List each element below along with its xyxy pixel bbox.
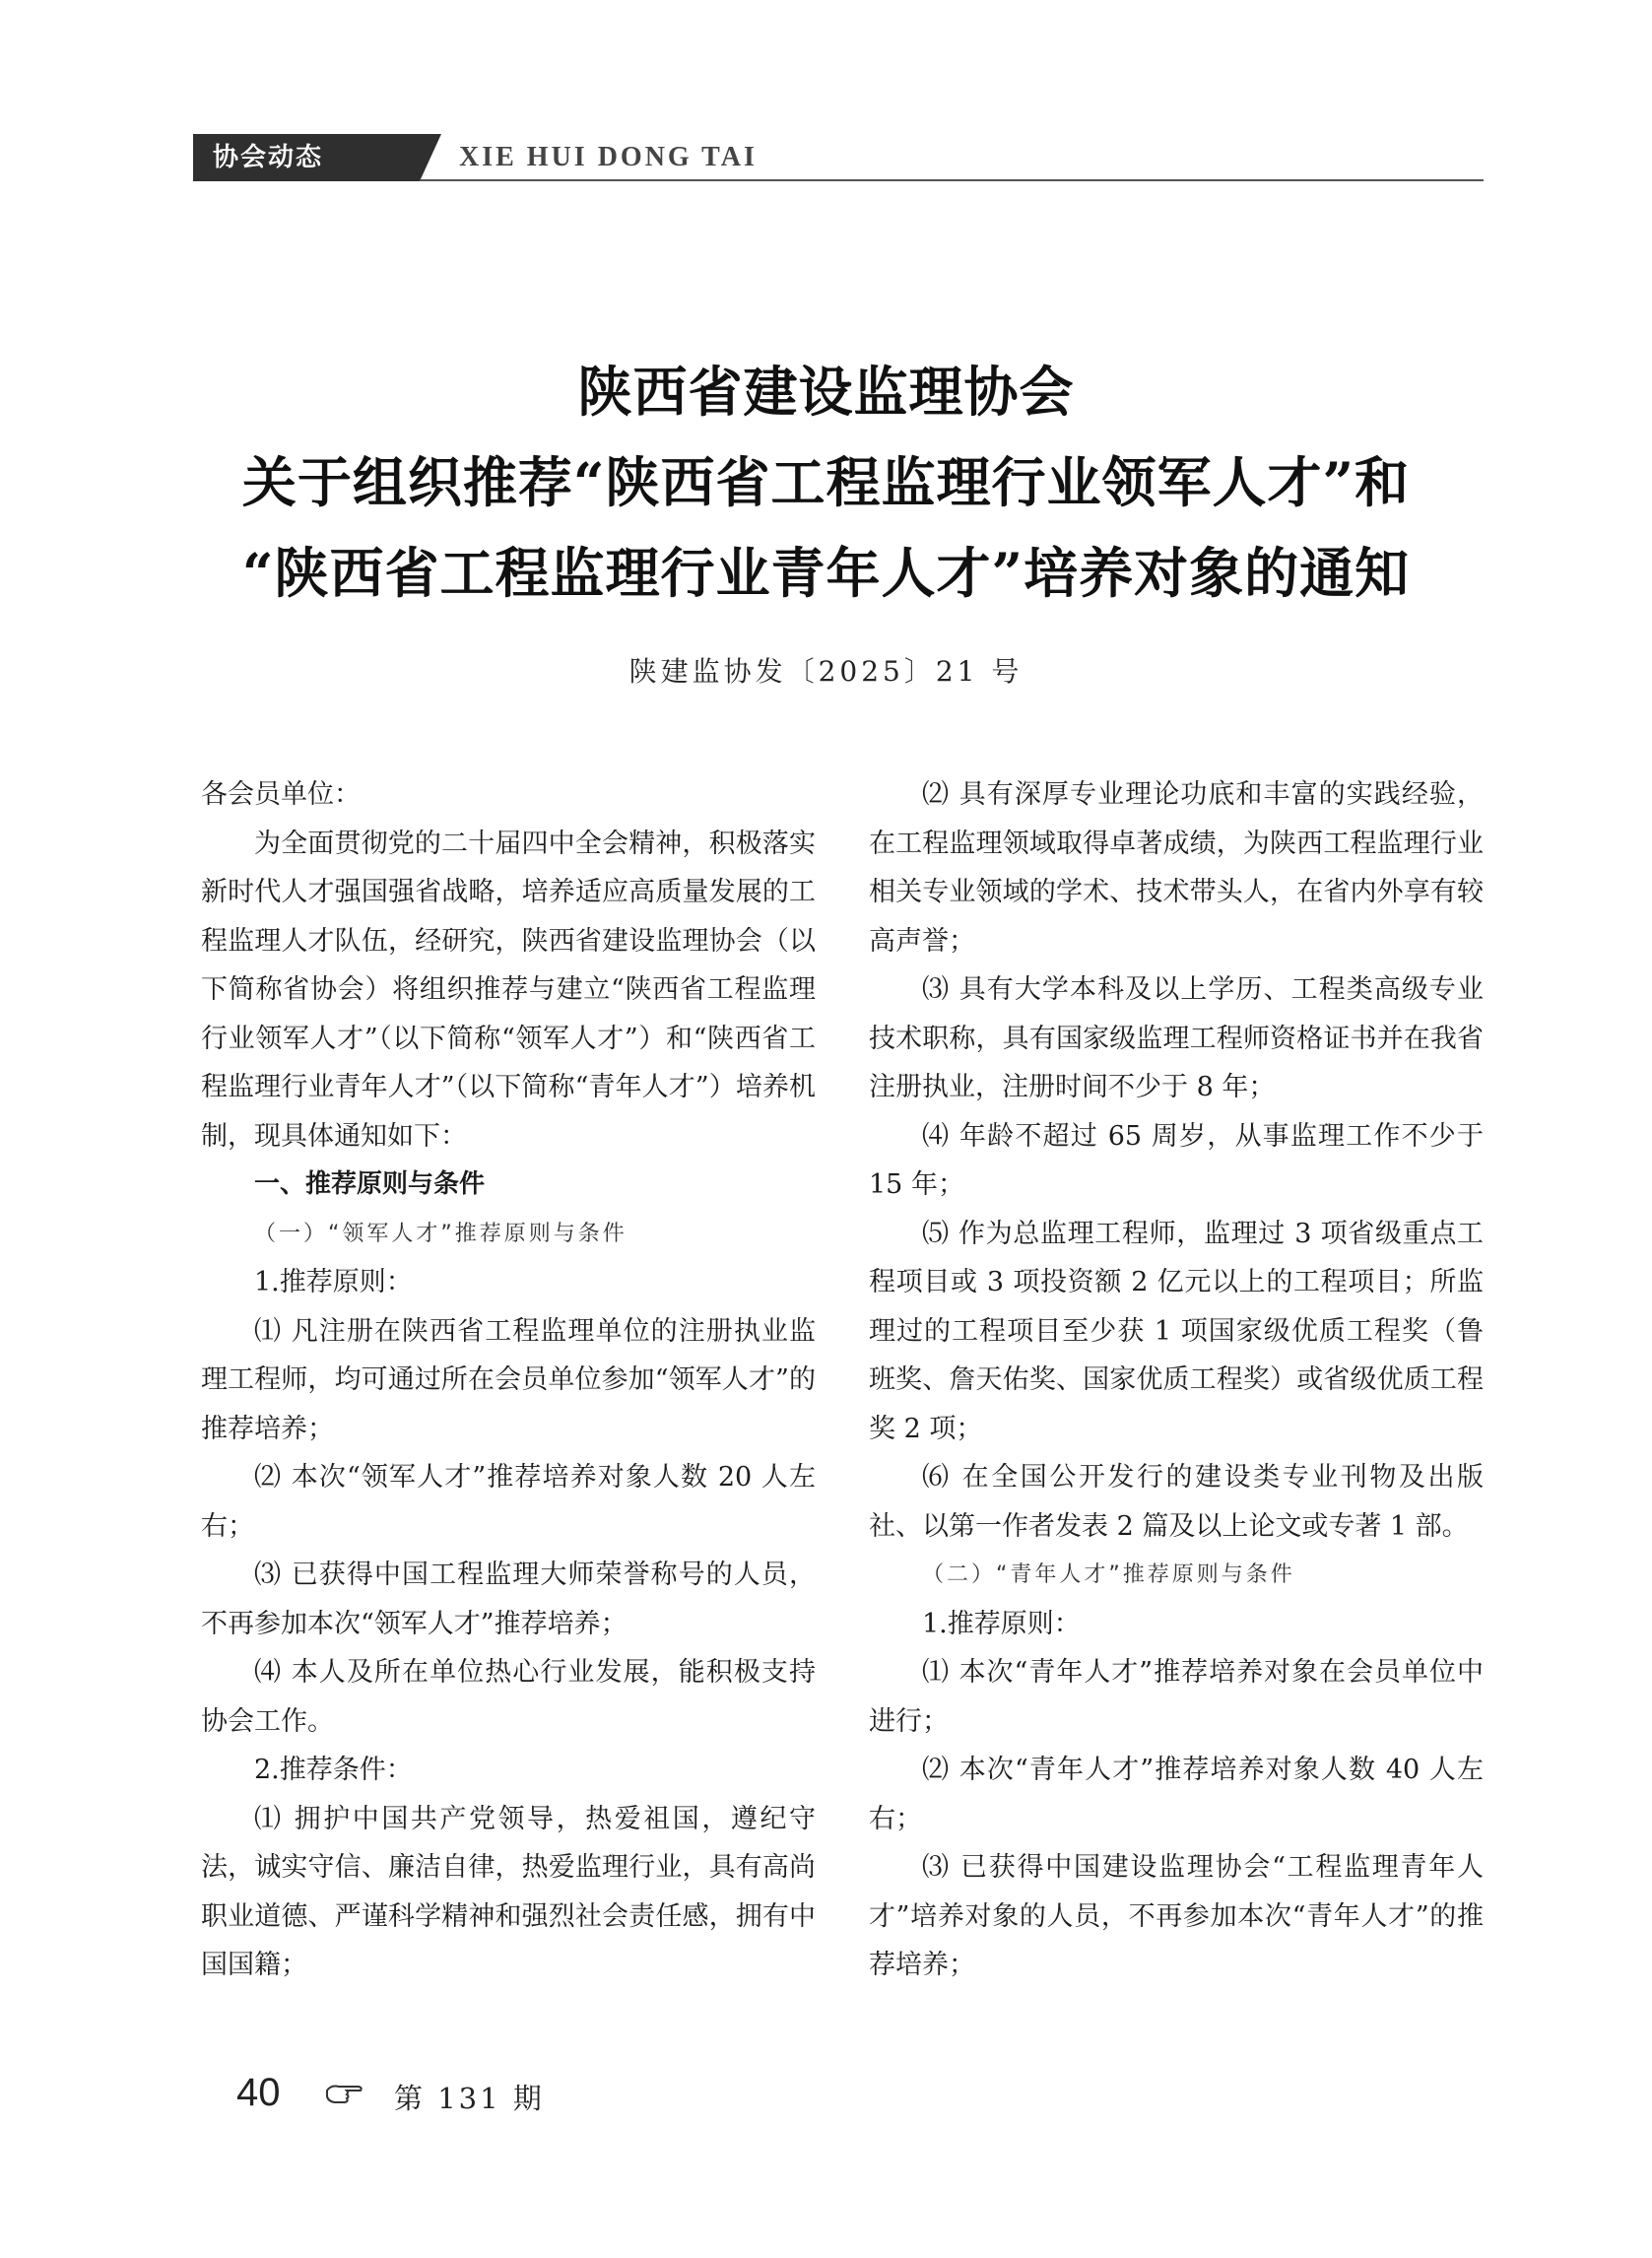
section-tag-english: XIE HUI DONG TAI — [459, 142, 758, 172]
paragraph: ⑴ 拥护中国共产党领导，热爱祖国，遵纪守法，诚实守信、廉洁自律，热爱监理行业，具有高尚职业道德、严谨科学精神和强烈社会责任感，拥有中国国籍； — [201, 1803, 816, 1980]
paragraph: ⑸ 作为总监理工程师，监理过 3 项省级重点工程项目或 3 项投资额 2 亿元以上的工程项目；所监理过的工程项目至少获 1 项国家级优质工程奖（鲁班奖、詹天佑奖、国家优质工程奖）或省级优质工程奖 2 项； — [869, 1218, 1484, 1444]
issue-number: 第 131 期 — [394, 2082, 545, 2115]
article-title — [0, 347, 1652, 619]
section-heading: 一、推荐原则与条件 — [254, 1169, 486, 1199]
title-line-3: “陕西省工程监理行业青年人才”培养对象的通知 — [241, 541, 1411, 605]
section-tag: 协会动态 — [193, 134, 420, 181]
paragraph: ⑵ 本次“青年人才”推荐培养对象人数 40 人左右； — [869, 1755, 1484, 1834]
title-line-2: 关于组织推荐“陕西省工程监理行业领军人才”和 — [241, 450, 1411, 514]
paragraph: ⑷ 本人及所在单位热心行业发展，能积极支持协会工作。 — [201, 1657, 816, 1737]
subsection-heading: （二）“青年人才”推荐原则与条件 — [922, 1562, 1295, 1587]
paragraph: 1.推荐原则： — [922, 1608, 1081, 1639]
paragraph: 2.推荐条件： — [254, 1755, 413, 1785]
paragraph: ⑶ 已获得中国建设监理协会“工程监理青年人才”培养对象的人员，不再参加本次“青年人才”的推荐培养； — [869, 1852, 1484, 1980]
paragraph: ⑷ 年龄不超过 65 周岁，从事监理工作不少于 15 年； — [869, 1120, 1484, 1200]
subsection-heading: （一）“领军人才”推荐原则与条件 — [254, 1221, 628, 1246]
paragraph: ⑵ 本次“领军人才”推荐培养对象人数 20 人左右； — [201, 1462, 816, 1542]
paragraph: 1.推荐原则： — [254, 1267, 413, 1297]
page-number: 40 — [236, 2071, 281, 2114]
section-header — [193, 134, 1484, 181]
paragraph: ⑴ 本次“青年人才”推荐培养对象在会员单位中进行； — [869, 1657, 1484, 1737]
salutation: 各会员单位： — [201, 779, 361, 810]
paragraph: 为全面贯彻党的二十届四中全会精神，积极落实新时代人才强国强省战略，培养适应高质量发展的工程监理人才队伍，经研究，陕西省建设监理协会（以下简称省协会）将组织推荐与建立“陕西省工程监理行业领军人才”（以下简称“领军人才”）和“陕西省工程监理行业青年人才”（以下简称“青年人才”）培养机制，现具体通知如下： — [201, 828, 816, 1152]
paragraph: ⑶ 具有大学本科及以上学历、工程类高级专业技术职称，具有国家级监理工程师资格证书并在我省注册执业，注册时间不少于 8 年； — [869, 974, 1484, 1102]
document-number: 陕建监协发〔2025〕21 号 — [628, 655, 1024, 688]
paragraph: ⑴ 凡注册在陕西省工程监理单位的注册执业监理工程师，均可通过所在会员单位参加“领军人才”的推荐培养； — [201, 1315, 816, 1444]
left-column — [201, 770, 816, 1990]
paragraph: ⑹ 在全国公开发行的建设类专业刊物及出版社、以第一作者发表 2 篇及以上论文或专著 1 部。 — [869, 1462, 1484, 1542]
pointing-hand-icon — [325, 2079, 364, 2108]
paragraph: ⑵ 具有深厚专业理论功底和丰富的实践经验，在工程监理领域取得卓著成绩，为陕西工程监理行业相关专业领域的学术、技术带头人，在省内外享有较高声誉； — [869, 779, 1484, 957]
right-column — [869, 770, 1484, 1990]
header-rule — [420, 179, 1484, 181]
paragraph: ⑶ 已获得中国工程监理大师荣誉称号的人员，不再参加本次“领军人才”推荐培养； — [201, 1560, 816, 1639]
title-line-1: 陕西省建设监理协会 — [577, 360, 1075, 424]
